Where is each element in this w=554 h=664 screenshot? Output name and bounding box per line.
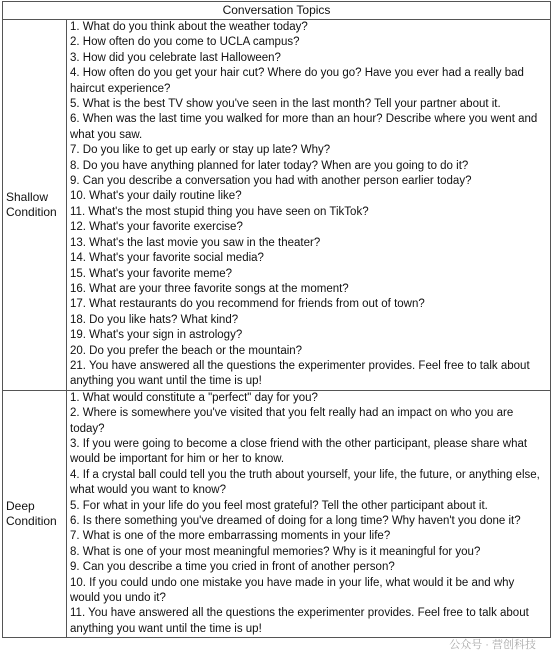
shallow-label-line1: Shallow (6, 189, 49, 204)
list-item: 3. If you were going to become a close friend with the other participant, please share what would be important for him or her to know. (70, 437, 528, 466)
list-item: 9. Can you describe a conversation you had with another person earlier today? (70, 175, 472, 188)
list-item: 3. How did you celebrate last Halloween? (70, 51, 281, 64)
list-item: 5. What is the best TV show you've seen in the last month? Tell your partner about it. (70, 98, 501, 111)
list-item: 2. Where is somewhere you've visited that you felt really had an impact on who you are today? (70, 407, 514, 435)
watermark: 公众号 · 营创科技 (449, 639, 536, 651)
list-item: 14. What's your favorite social media? (70, 252, 264, 265)
list-item: 7. What is one of the more embarrassing moments in your life? (70, 530, 391, 543)
deep-questions (67, 390, 551, 638)
table-header-row (3, 2, 551, 20)
deep-label-line2: Condition (6, 514, 57, 528)
list-item: 10. What's your daily routine like? (70, 190, 242, 203)
list-item: 17. What restaurants do you recommend for friends from out of town? (70, 298, 425, 311)
list-item: 20. Do you prefer the beach or the mountain? (70, 344, 303, 357)
list-item: 6. When was the last time you walked for more than an hour? Describe where you went and what you saw. (70, 113, 538, 141)
list-item: 1. What would constitute a "perfect" day for you? (70, 391, 318, 404)
shallow-questions (67, 20, 551, 391)
list-item: 16. What are your three favorite songs at the moment? (70, 282, 349, 295)
list-item: 15. What's your favorite meme? (70, 267, 232, 280)
list-item: 12. What's your favorite exercise? (70, 221, 243, 234)
list-item: 13. What's the last movie you saw in the theater? (70, 236, 321, 249)
list-item: 8. Do you have anything planned for later today? When are you going to do it? (70, 159, 469, 172)
list-item: 19. What's your sign in astrology? (70, 329, 243, 342)
list-item: 7. Do you like to get up early or stay up late? Why? (70, 144, 331, 157)
list-item: 11. What's the most stupid thing you have seen on TikTok? (70, 205, 369, 218)
deep-label-line1: Deep (6, 499, 35, 513)
conversation-topics-table (2, 1, 551, 638)
deep-condition-row (3, 390, 551, 638)
list-item: 10. If you could undo one mistake you have made in your life, what would it be and why would you undo it? (70, 576, 515, 605)
list-item: 9. Can you describe a time you cried in front of another person? (70, 561, 395, 574)
list-item: 11. You have answered all the questions the experimenter provides. Feel free to talk about anything you want until the time is up! (70, 607, 529, 635)
list-item: 1. What do you think about the weather today? (70, 21, 308, 33)
list-item: 18. Do you like hats? What kind? (70, 313, 239, 326)
list-item: 8. What is one of your most meaningful memories? Why is it meaningful for you? (70, 545, 481, 558)
list-item: 6. Is there something you've dreamed of doing for a long time? Why haven't you done it? (70, 515, 521, 527)
shallow-condition-label (3, 20, 67, 391)
shallow-condition-row (3, 20, 551, 391)
table-title: Conversation Topics (3, 2, 551, 20)
list-item: 4. How often do you get your hair cut? Where do you go? Have you ever had a really bad haircut experience? (70, 67, 524, 95)
list-item: 2. How often do you come to UCLA campus? (70, 36, 300, 49)
list-item: 4. If a crystal ball could tell you the truth about yourself, your life, the future, or anything else, what would you want to know? (70, 468, 540, 497)
list-item: 5. For what in your life do you feel most grateful? Tell the other participant about it. (70, 499, 488, 512)
list-item: 21. You have answered all the questions the experimenter provides. Feel free to talk about anything you want until the time is up! (70, 359, 530, 388)
deep-condition-label (3, 390, 67, 638)
shallow-label-line2: Condition (6, 204, 57, 219)
